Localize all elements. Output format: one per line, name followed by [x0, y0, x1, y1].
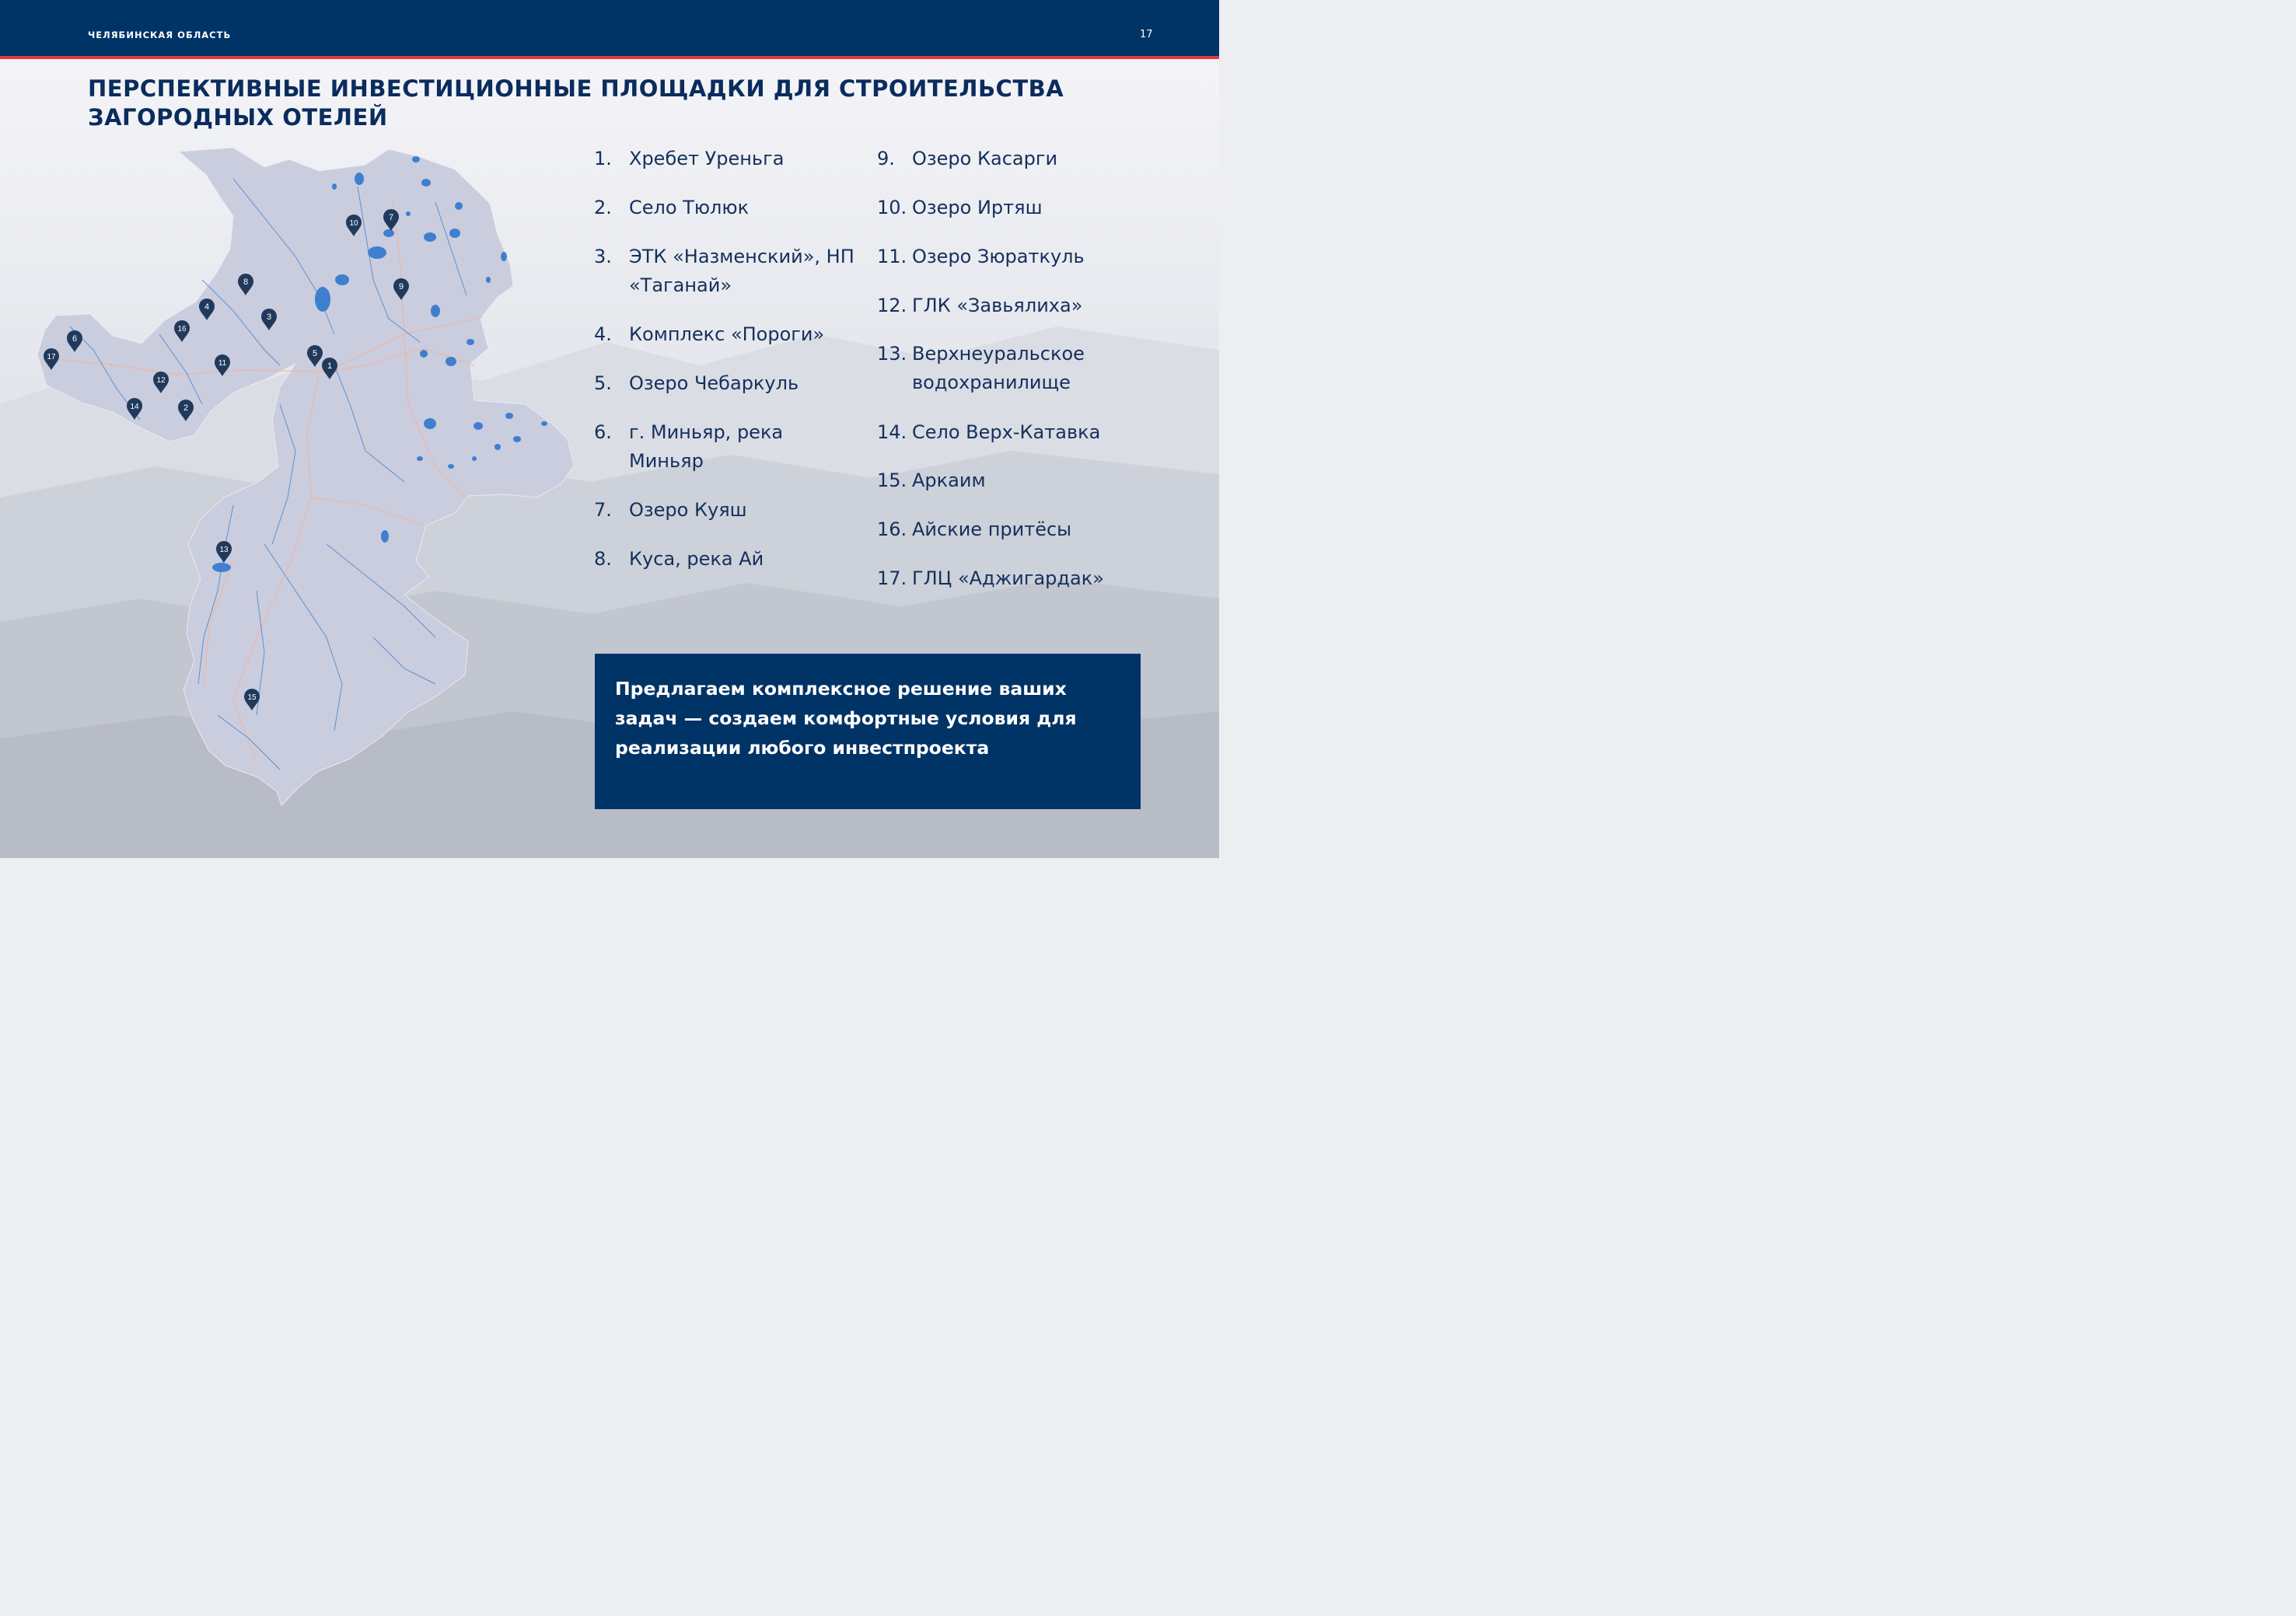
page-title	[88, 75, 1161, 132]
list-item-number: 9.	[877, 148, 895, 169]
region-map	[31, 140, 591, 824]
list-item-name: ЭТК «Назменский», НП «Таганай»	[629, 246, 854, 296]
map-marker-7-label: 7	[388, 213, 394, 222]
map-marker-6-label: 6	[72, 334, 78, 344]
list-item-number: 10.	[877, 197, 907, 218]
offer-callout	[595, 654, 1141, 809]
header-bar	[0, 0, 1219, 56]
map-marker-1-label: 1	[327, 361, 333, 371]
list-item-number: 5.	[594, 372, 612, 394]
map-marker-5-label: 5	[312, 349, 318, 358]
region-map-land	[37, 148, 574, 805]
list-item-number: 7.	[594, 499, 612, 521]
map-marker-9-label: 9	[398, 282, 404, 291]
list-item-name: Комплекс «Пороги»	[629, 323, 825, 345]
list-item-name: ГЛЦ «Аджигардак»	[912, 567, 1104, 589]
list-item-name: Верхнеуральское водохранилище	[912, 343, 1085, 393]
list-item-number: 3.	[594, 246, 612, 267]
list-item-name: Озеро Куяш	[629, 499, 747, 521]
header-accent-line	[0, 56, 1219, 59]
map-marker-15-label: 15	[247, 693, 257, 702]
list-item-name: Озеро Иртяш	[912, 197, 1043, 218]
page-title-line2: ЗАГОРОДНЫХ ОТЕЛЕЙ	[88, 104, 388, 131]
map-marker-8-label: 8	[243, 277, 249, 287]
map-marker-14-label: 14	[130, 403, 139, 411]
list-item-name: Село Верх-Катавка	[912, 421, 1101, 443]
list-item-name: г. Миньяр, река Миньяр	[629, 421, 784, 472]
map-marker-2-label: 2	[183, 403, 189, 413]
map-marker-12-label: 12	[156, 376, 166, 385]
map-marker-3-label: 3	[266, 312, 272, 322]
map-marker-16-label: 16	[177, 325, 187, 333]
map-marker-4-label: 4	[204, 302, 210, 312]
list-item-number: 13.	[877, 343, 907, 365]
list-item-number: 6.	[594, 421, 612, 443]
map-marker-10-label: 10	[349, 219, 358, 228]
region-name: ЧЕЛЯБИНСКАЯ ОБЛАСТЬ	[88, 30, 232, 40]
list-item-name: Аркаим	[912, 469, 986, 491]
list-item-number: 11.	[877, 246, 907, 267]
list-item-number: 15.	[877, 469, 907, 491]
list-item-name: Айские притёсы	[912, 518, 1072, 540]
list-item-name: Озеро Чебаркуль	[629, 372, 799, 394]
list-item-number: 4.	[594, 323, 612, 345]
list-item-number: 17.	[877, 567, 907, 589]
list-item-name: Хребет Уреньга	[629, 148, 785, 169]
list-item-number: 16.	[877, 518, 907, 540]
list-item-name: ГЛК «Завьялиха»	[912, 295, 1083, 316]
map-marker-17-label: 17	[47, 353, 56, 361]
list-item-name: Куса, река Ай	[629, 548, 764, 570]
map-marker-11-label: 11	[218, 359, 227, 368]
list-item-number: 12.	[877, 295, 907, 316]
offer-callout-text: Предлагаем комплексное решение ваших задач — создаем комфортные условия для реализации любого инвестпроекта	[615, 678, 1077, 759]
page-title-line1: ПЕРСПЕКТИВНЫЕ ИНВЕСТИЦИОННЫЕ ПЛОЩАДКИ ДЛЯ СТРОИТЕЛЬСТВА	[88, 75, 1064, 102]
list-item-name: Озеро Зюраткуль	[912, 246, 1085, 267]
list-item-name: Село Тюлюк	[629, 197, 750, 218]
list-item-number: 14.	[877, 421, 907, 443]
list-item-number: 8.	[594, 548, 612, 570]
list-item-number: 1.	[594, 148, 612, 169]
list-item-number: 2.	[594, 197, 612, 218]
map-marker-13-label: 13	[219, 546, 229, 554]
list-item-name: Озеро Касарги	[912, 148, 1058, 169]
page-number: 17	[1140, 29, 1153, 40]
